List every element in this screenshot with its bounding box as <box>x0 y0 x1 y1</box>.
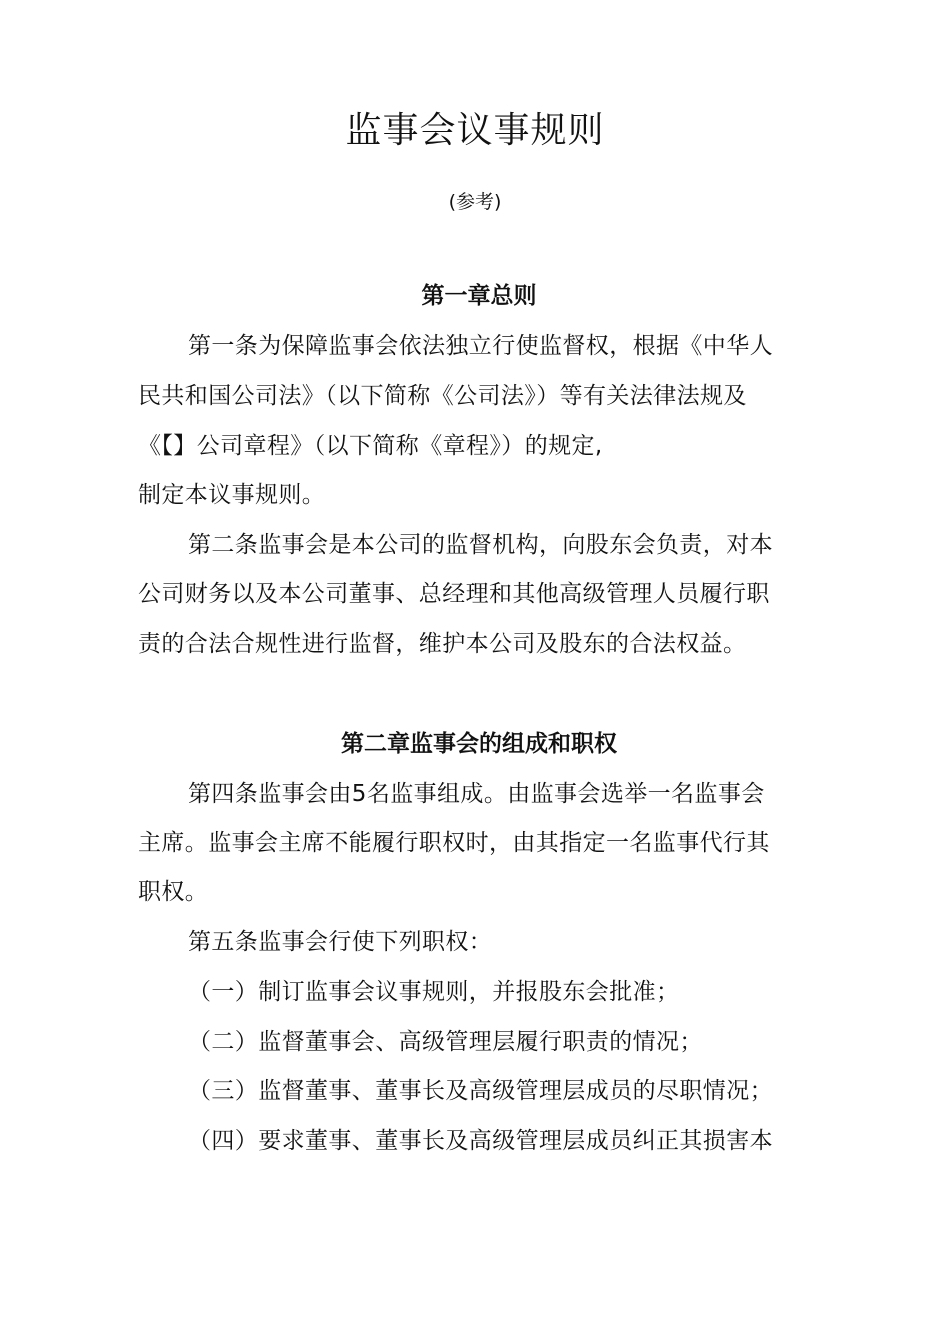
article-2-line-3: 责的合法合规性进行监督，维护本公司及股东的合法权益。 <box>138 631 747 657</box>
article-5-item-2: （二）监督董事会、高级管理层履行职责的情况； <box>188 1029 703 1055</box>
chapter-1-heading: 第一章总则 <box>421 283 537 309</box>
article-1-line-2: 民共和国公司法》（以下简称《公司法》）等有关法律法规及 <box>138 383 747 409</box>
article-4-line-3: 职权。 <box>138 879 209 905</box>
article-4-line-2: 主席。监事会主席不能履行职权时，由其指定一名监事代行其 <box>138 830 770 856</box>
article-5-item-4: （四）要求董事、董事长及高级管理层成员纠正其损害本 <box>188 1128 773 1154</box>
article-2-line-2: 公司财务以及本公司董事、总经理和其他高级管理人员履行职 <box>138 581 770 607</box>
chapter-2-heading: 第二章监事会的组成和职权 <box>341 731 617 757</box>
article-5-item-3: （三）监督董事、董事长及高级管理层成员的尽职情况； <box>188 1078 773 1104</box>
article-5-item-1: （一）制订监事会议事规则，并报股东会批准； <box>188 979 680 1005</box>
article-2-line-1: 第二条监事会是本公司的监督机构，向股东会负责，对本 <box>188 532 773 558</box>
article-1-line-3: 《【】公司章程》（以下简称《章程》）的规定, <box>138 433 603 459</box>
article-1-line-1: 第一条为保障监事会依法独立行使监督权，根据《中华人 <box>188 333 773 359</box>
document-subtitle: (参考) <box>448 191 502 213</box>
article-5-intro: 第五条监事会行使下列职权： <box>188 929 493 955</box>
article-4-line-1: 第四条监事会由5名监事组成。由监事会选举一名监事会 <box>188 781 765 807</box>
article-1-line-4: 制定本议事规则。 <box>138 482 326 508</box>
document-title: 监事会议事规则 <box>345 110 605 151</box>
